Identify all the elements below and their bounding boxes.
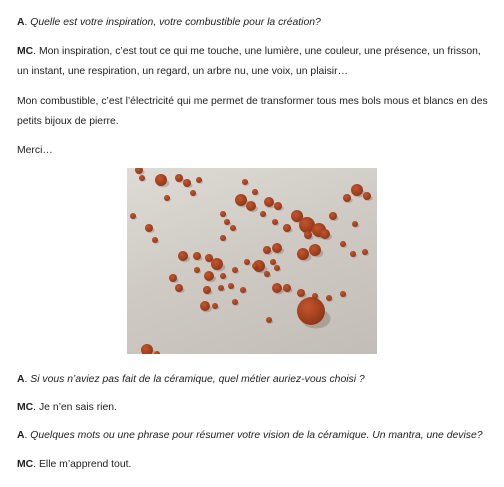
ceramic-piece [274,265,280,271]
ceramic-piece [228,283,234,289]
ceramic-piece [200,301,210,311]
ceramic-piece [320,229,330,239]
ceramic-piece [235,194,247,206]
ceramic-piece [362,249,368,255]
ceramic-piece [220,211,226,217]
ceramic-piece [220,273,226,279]
ceramic-piece [130,213,136,219]
ceramic-piece [211,258,223,270]
ceramic-piece [152,237,158,243]
ceramic-piece [164,195,170,201]
ceramic-piece [139,175,145,181]
interview-question-1: A. Quelle est votre inspiration, votre combustible pour la création? [17,17,321,28]
ceramic-piece [312,293,318,299]
ceramic-piece [272,283,282,293]
ceramic-piece [242,179,248,185]
ceramic-piece [224,219,230,225]
ceramic-piece [203,286,211,294]
interview-thanks [17,141,491,161]
ceramic-piece [266,317,272,323]
ceramic-piece [246,201,256,211]
ceramic-piece [309,244,321,256]
interview-answer-1-continued [17,92,491,132]
ceramic-piece [141,344,153,354]
answer-text: Merci… [17,145,53,156]
ceramic-piece [220,235,226,241]
ceramic-piece [230,225,236,231]
ceramic-piece [297,248,309,260]
ceramic-piece [190,190,196,196]
ceramic-piece [196,177,202,183]
ceramic-piece [326,295,332,301]
ceramic-piece [194,267,200,273]
ceramic-piece [155,174,167,186]
speaker-label: A [17,374,25,385]
speaker-label: MC [17,46,34,57]
ceramic-piece [283,284,291,292]
ceramic-piece [352,221,358,227]
question-text: Quelle est votre inspiration, votre combustible pour la création? [30,17,321,28]
answer-text: Elle m’apprend tout. [38,459,132,470]
ceramic-piece [205,254,213,262]
ceramic-piece [264,197,274,207]
ceramic-piece [297,289,305,297]
ceramic-piece [145,224,153,232]
interview-answer-2: MC. Je n’en sais rien. [17,402,117,413]
ceramic-piece [232,267,238,273]
ceramic-piece [169,274,177,282]
answer-text: Mon combustible, c’est l’électricité qui me permet de transformer tous mes bols mous et blancs en des petits bijoux de pierre. [17,96,488,127]
ceramic-piece [340,241,346,247]
ceramic-piece [244,259,250,265]
question-text: Quelques mots ou une phrase pour résumer votre vision de la céramique. Un mantra, une devise? [30,430,483,441]
speaker-label: A [17,430,25,441]
ceramic-piece [263,246,271,254]
answer-text: Mon inspiration, c’est tout ce qui me touche, une lumière, une couleur, une présence, un frisson, un instant, une respiration, un regard, un arbre nu, une voix, un plaisir… [17,46,481,77]
ceramic-piece [212,303,218,309]
ceramic-piece [270,259,276,265]
speaker-label: MC [17,402,34,413]
question-text: Si vous n’aviez pas fait de la céramique, quel métier auriez-vous choisi ? [30,374,365,385]
ceramic-piece [274,202,282,210]
interview-question-2: A. Si vous n’aviez pas fait de la céramique, quel métier auriez-vous choisi ? [17,374,365,385]
answer-text: Je n’en sais rien. [38,402,117,413]
ceramic-piece [193,252,201,260]
ceramic-piece [304,231,312,239]
ceramic-piece [260,211,266,217]
ceramic-piece [218,285,224,291]
ceramic-piece [183,179,191,187]
ceramic-piece [175,284,183,292]
ceramic-piece [272,243,282,253]
ceramic-piece [351,184,363,196]
ceramic-piece [252,189,258,195]
interview-answer-3: MC. Elle m’apprend tout. [17,459,132,470]
ceramic-piece [272,219,278,225]
speaker-label: MC [17,459,34,470]
interview-question-3: A. Quelques mots ou une phrase pour résumer votre vision de la céramique. Un mantra, une devise? [17,430,483,441]
ceramic-piece [178,251,188,261]
ceramic-piece [350,251,356,257]
ceramic-piece [154,351,160,354]
ceramic-piece [343,194,351,202]
ceramic-piece [329,212,337,220]
ceramic-piece [363,192,371,200]
ceramic-piece [232,299,238,305]
ceramic-piece [283,224,291,232]
ceramic-piece [240,287,246,293]
ceramic-piece [175,174,183,182]
scattered-ceramic-objects-image [127,168,377,354]
ceramic-piece [340,291,346,297]
ceramic-piece [297,297,325,325]
ceramic-piece [204,271,214,281]
ceramic-pieces-photo [127,168,377,354]
ceramic-piece [252,263,258,269]
speaker-label: A [17,17,25,28]
interview-answer-1: MC. Mon inspiration, c’est tout ce qui me touche, une lumière, une couleur, une présence, un frisson, un instant, une respiration, un regard, un arbre nu, une voix, un plaisir… [17,46,481,77]
